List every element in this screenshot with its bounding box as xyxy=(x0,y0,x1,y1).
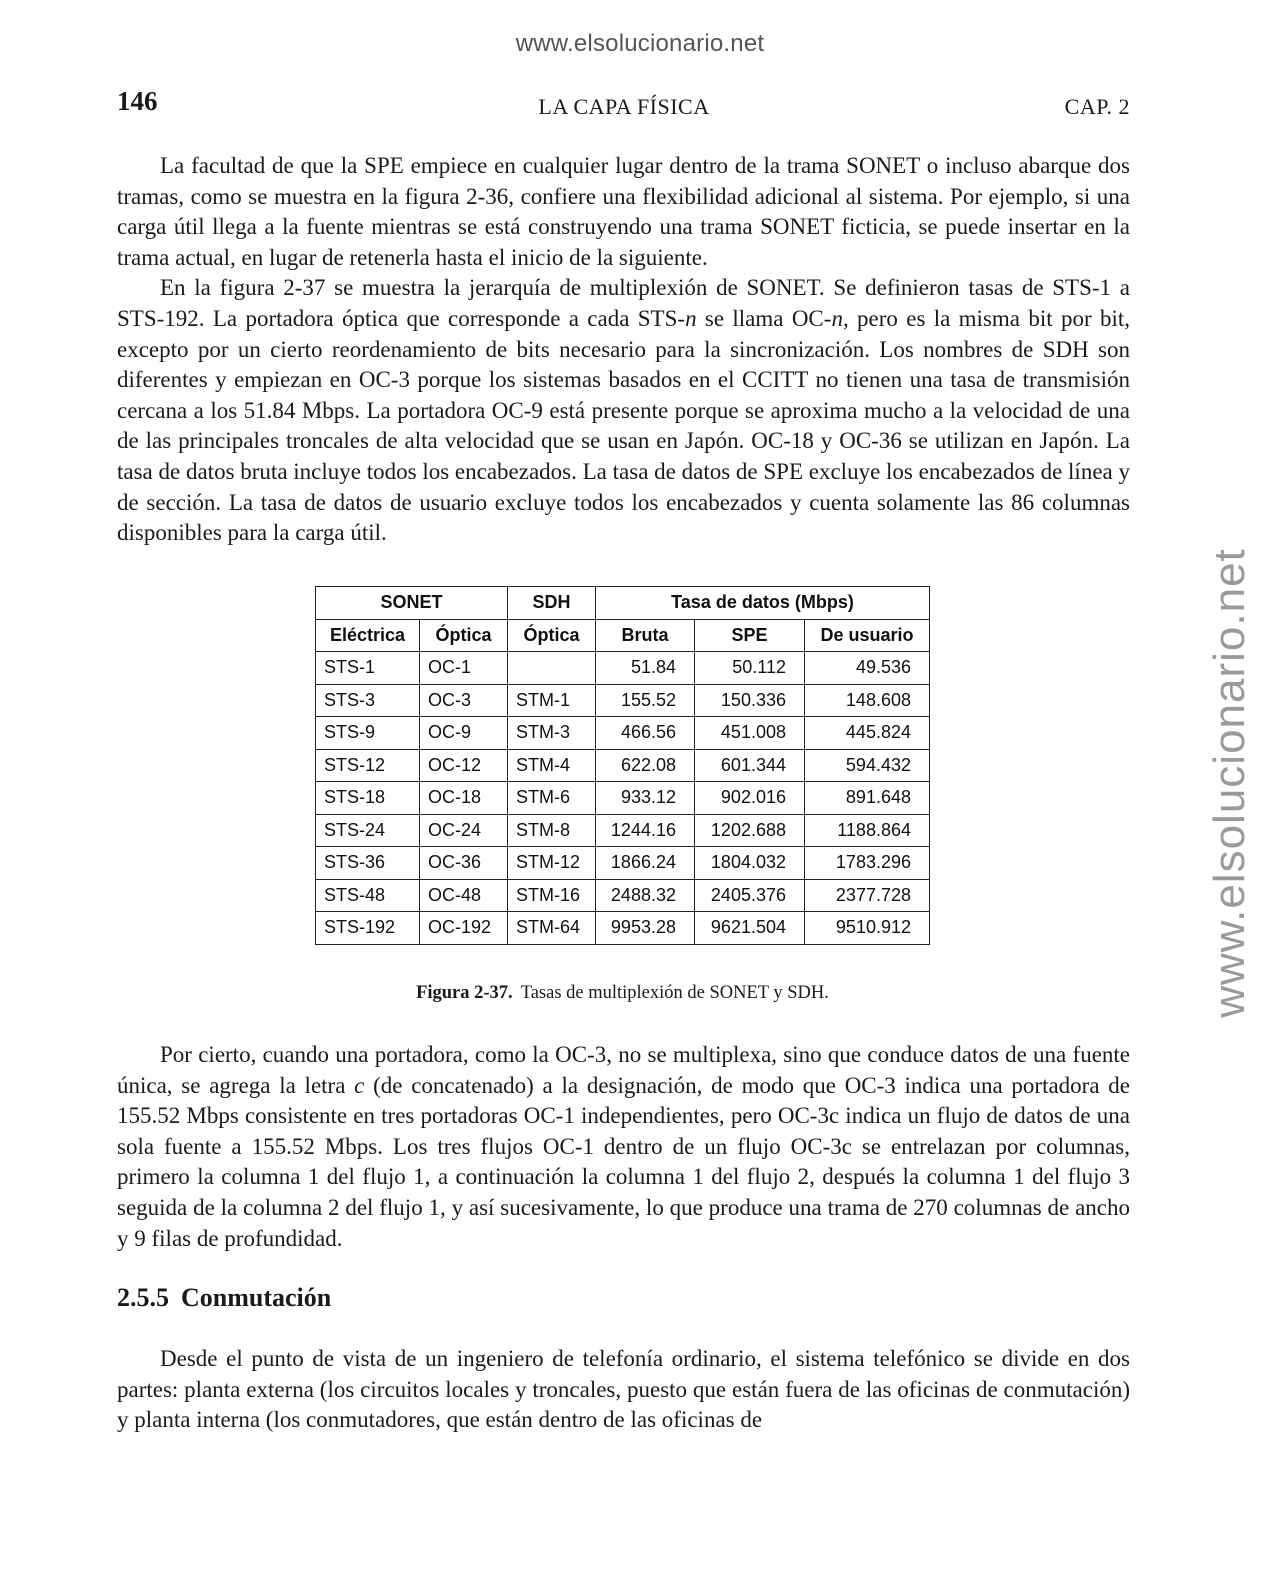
cell-optica-sdh xyxy=(508,652,596,685)
cell-optica-sonet: OC-48 xyxy=(420,879,508,912)
paragraph-2-part-b: se llama OC- xyxy=(696,305,832,331)
cell-optica-sdh: STM-4 xyxy=(508,749,596,782)
cell-bruta: 622.08 xyxy=(596,749,695,782)
cell-electrica: STS-192 xyxy=(316,912,420,945)
cell-bruta: 1244.16 xyxy=(596,814,695,847)
cell-optica-sdh: STM-12 xyxy=(508,847,596,880)
page-number: 146 xyxy=(117,86,158,116)
cell-electrica: STS-36 xyxy=(316,847,420,880)
cell-optica-sdh: STM-64 xyxy=(508,912,596,945)
chapter-label: CAP. 2 xyxy=(1064,94,1130,119)
paragraph-3-part-a: Por cierto, cuando una portadora, como la OC-3, no se multiplexa, sino que conduce datos de una fuente única, se agrega la letra xyxy=(117,1042,1130,1098)
cell-spe: 150.336 xyxy=(695,684,805,717)
cell-usuario: 2377.728 xyxy=(805,879,930,912)
cell-usuario: 9510.912 xyxy=(805,912,930,945)
col-spe: SPE xyxy=(695,619,805,652)
cell-usuario: 445.824 xyxy=(805,717,930,750)
body-text-top xyxy=(117,151,1130,549)
body-text-middle xyxy=(117,1040,1130,1254)
cell-spe: 1804.032 xyxy=(695,847,805,880)
table-row xyxy=(316,782,930,815)
col-optica-sdh: Óptica xyxy=(508,619,596,652)
figure-caption-text: Tasas de multiplexión de SONET y SDH. xyxy=(520,983,829,1003)
cell-electrica: STS-12 xyxy=(316,749,420,782)
cell-spe: 2405.376 xyxy=(695,879,805,912)
watermark-top: www.elsolucionario.net xyxy=(515,30,765,57)
group-header-row xyxy=(316,587,930,620)
section-title: Conmutación xyxy=(181,1283,332,1312)
col-bruta: Bruta xyxy=(596,619,695,652)
header-sonet: SONET xyxy=(316,587,508,620)
cell-spe: 451.008 xyxy=(695,717,805,750)
section-number: 2.5.5 xyxy=(117,1283,169,1312)
cell-optica-sonet: OC-192 xyxy=(420,912,508,945)
cell-bruta: 1866.24 xyxy=(596,847,695,880)
table-row xyxy=(316,749,930,782)
cell-spe: 9621.504 xyxy=(695,912,805,945)
cell-bruta: 155.52 xyxy=(596,684,695,717)
cell-optica-sdh: STM-1 xyxy=(508,684,596,717)
table-row xyxy=(316,814,930,847)
header-rate: Tasa de datos (Mbps) xyxy=(596,587,930,620)
cell-optica-sonet: OC-12 xyxy=(420,749,508,782)
cell-bruta: 2488.32 xyxy=(596,879,695,912)
cell-usuario: 49.536 xyxy=(805,652,930,685)
paragraph-2-part-c: , pero es la misma bit por bit, excepto por un cierto reordenamiento de bits necesario para la sincronización. Los nombres de SDH son diferentes y empiezan en OC-3 porque los sistemas basados en el CCITT no tienen una tasa de transmisión cercana a los 51.84 Mbps. La portadora OC-9 está presente porque se aproxima mucho a la velocidad de una de las principales troncales de alta velocidad que se usan en Japón. OC-18 y OC-36 se utilizan en Japón. La tasa de datos bruta incluye todos los encabezados. La tasa de datos de SPE excluye los encabezados de línea y de sección. La tasa de datos de usuario excluye todos los encabezados y cuenta solamente las 86 columnas disponibles para la carga útil. xyxy=(117,305,1130,546)
cell-bruta: 51.84 xyxy=(596,652,695,685)
col-usuario: De usuario xyxy=(805,619,930,652)
cell-electrica: STS-3 xyxy=(316,684,420,717)
cell-usuario: 1783.296 xyxy=(805,847,930,880)
cell-optica-sonet: OC-18 xyxy=(420,782,508,815)
cell-usuario: 1188.864 xyxy=(805,814,930,847)
column-header-row xyxy=(316,619,930,652)
cell-optica-sonet: OC-9 xyxy=(420,717,508,750)
section-heading xyxy=(117,1283,331,1313)
table-row xyxy=(316,684,930,717)
paragraph-3-part-b: (de concatenado) a la designación, de modo que OC-3 indica una portadora de 155.52 Mbps consistente en tres portadoras OC-1 independientes, pero OC-3c indica un flujo de datos de una sola fuente a 155.52 Mbps. Los tres flujos OC-1 dentro de un flujo OC-3c se entrelazan por columnas, primero la columna 1 del flujo 1, a continuación la columna 1 del flujo 2, después la columna 1 del flujo 3 seguida de la columna 2 del flujo 1, y así sucesivamente, lo que produce una trama de 270 columnas de ancho y 9 filas de profundidad. xyxy=(117,1072,1130,1251)
table-row xyxy=(316,652,930,685)
sonet-sdh-table xyxy=(315,586,930,945)
letter-c: c xyxy=(354,1072,365,1098)
table-body xyxy=(316,652,930,945)
cell-electrica: STS-24 xyxy=(316,814,420,847)
cell-optica-sonet: OC-36 xyxy=(420,847,508,880)
cell-bruta: 466.56 xyxy=(596,717,695,750)
cell-spe: 601.344 xyxy=(695,749,805,782)
col-optica-sonet: Óptica xyxy=(420,619,508,652)
col-electrica: Eléctrica xyxy=(316,619,420,652)
cell-electrica: STS-1 xyxy=(316,652,420,685)
body-text-bottom xyxy=(117,1344,1130,1436)
cell-spe: 1202.688 xyxy=(695,814,805,847)
cell-optica-sonet: OC-3 xyxy=(420,684,508,717)
table-row xyxy=(316,847,930,880)
paragraph-2 xyxy=(117,273,1130,548)
paragraph-4: Desde el punto de vista de un ingeniero de telefonía ordinario, el sistema telefónico se divide en dos partes: planta externa (los circuitos locales y troncales, puesto que están fuera de las oficinas de conmutación) y planta interna (los conmutadores, que están dentro de las oficinas de xyxy=(117,1346,1130,1433)
cell-spe: 902.016 xyxy=(695,782,805,815)
cell-optica-sdh: STM-16 xyxy=(508,879,596,912)
cell-optica-sonet: OC-24 xyxy=(420,814,508,847)
table-row xyxy=(316,717,930,750)
cell-optica-sdh: STM-8 xyxy=(508,814,596,847)
header-sdh: SDH xyxy=(508,587,596,620)
cell-bruta: 933.12 xyxy=(596,782,695,815)
figure-2-37-table xyxy=(315,586,930,945)
cell-electrica: STS-18 xyxy=(316,782,420,815)
running-title: LA CAPA FÍSICA xyxy=(538,94,710,119)
cell-optica-sdh: STM-6 xyxy=(508,782,596,815)
cell-usuario: 148.608 xyxy=(805,684,930,717)
cell-usuario: 594.432 xyxy=(805,749,930,782)
paragraph-3 xyxy=(117,1040,1130,1254)
watermark-side: www.elsolucionario.net xyxy=(1205,548,1254,1018)
cell-optica-sdh: STM-3 xyxy=(508,717,596,750)
cell-optica-sonet: OC-1 xyxy=(420,652,508,685)
cell-usuario: 891.648 xyxy=(805,782,930,815)
paragraph-1: La facultad de que la SPE empiece en cualquier lugar dentro de la trama SONET o incluso abarque dos tramas, como se muestra en la figura 2-36, confiere una flexibilidad adicional al sistema. Por ejemplo, si una carga útil llega a la fuente mientras se está construyendo una trama SONET ficticia, se puede insertar en la trama actual, en lugar de retenerla hasta el inicio de la siguiente. xyxy=(117,153,1130,270)
figure-caption xyxy=(0,983,1245,1004)
cell-electrica: STS-9 xyxy=(316,717,420,750)
cell-bruta: 9953.28 xyxy=(596,912,695,945)
paragraph-2-part-a: En la figura 2-37 se muestra la jerarquía de multiplexión de SONET. Se definieron tasas de STS-1 a STS-192. La portadora óptica que corresponde a cada STS- xyxy=(117,275,1130,331)
table-row xyxy=(316,879,930,912)
variable-n: n xyxy=(685,305,697,331)
figure-label: Figura 2-37. xyxy=(416,983,513,1003)
variable-n: n xyxy=(831,305,843,331)
table-row xyxy=(316,912,930,945)
cell-spe: 50.112 xyxy=(695,652,805,685)
cell-electrica: STS-48 xyxy=(316,879,420,912)
